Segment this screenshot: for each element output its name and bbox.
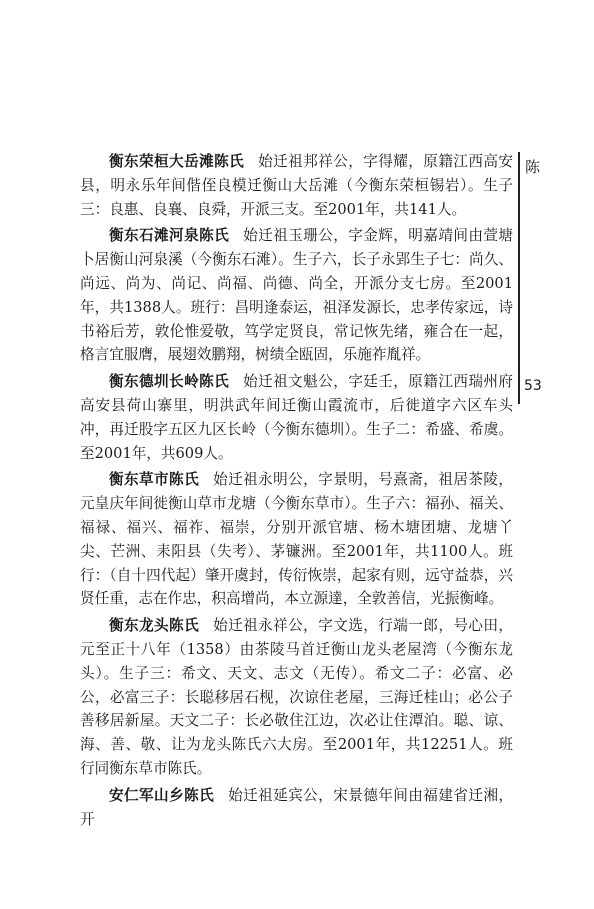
clan-entry (80, 614, 513, 781)
side-tab-character: 陈 (525, 158, 541, 176)
clan-title: 衡东德圳长岭陈氏 (109, 373, 230, 391)
clan-title: 衡东荣桓大岳滩陈氏 (109, 153, 245, 170)
clan-entry (80, 370, 513, 465)
clan-description: 始迁祖永祥公，字文选，行端一郎，号心田，元至正十八年（1358）由茶陵马首迁衡山龙头老屋湾（今衡东龙头）。生子三：希文、天文、志文（无传）。希文二子：必富、必公，必富三子：长聪移居石枧，次谅住老屋，三海迁桂山；必公子善移居新屋。天文二子：长必敬住江边，次必让住潭泊。聪、谅、海、善、敬、让为龙头陈氏六大房。至2001年，共12251人。班行同衡东草市陈氏。 (80, 617, 513, 777)
clan-description: 始迁祖文魁公，字廷壬，原籍江西瑞州府高安县荷山寨里，明洪武年间迁衡山霞流市，后徙道字六区车头冲，再迁股字五区九区长岭（今衡东德圳）。生子二：希盛、希虞。至2001年，共609人。 (80, 373, 513, 462)
page-number: 53 (524, 378, 542, 394)
clan-title: 衡东石滩河泉陈氏 (109, 227, 230, 245)
main-text (80, 150, 513, 834)
clan-entry (80, 468, 513, 611)
clan-description: 始迁祖永明公，字景明，号熹斋，祖居茶陵，元皇庆年间徙衡山草市龙塘（今衡东草市）。生子六：福孙、福关、福禄、福兴、福祚、福崇，分别开派官塘、杨木塘团塘、龙塘丫尖、芒洲、耒阳县（失考）、茅镰洲。至2001年，共1100人。班行：（自十四代起）肇开虞封，传衍恢崇，起家有则，远守益恭，兴贤任重，志在作忠，积高增尚，本立源達，全敦善信，光振衡峰。 (80, 471, 513, 608)
clan-description: 始迁祖邦祥公，字得耀，原籍江西高安县，明永乐年间偕侄良模迁衡山大岳滩（今衡东荣桓锡岩）。生子三：良惠、良襄、良舜，开派三支。至2001年，共141人。 (80, 153, 513, 218)
clan-title: 衡东龙头陈氏 (109, 617, 200, 635)
side-tab-rule (518, 152, 520, 404)
clan-title: 安仁军山乡陈氏 (109, 786, 215, 804)
clan-entry (80, 224, 513, 367)
clan-entry (80, 784, 513, 832)
clan-description: 始迁祖延宾公，宋景德年间由福建省迁湘，开 (80, 786, 513, 828)
clan-entry (80, 150, 513, 221)
clan-description: 始迁祖玉珊公，字金辉，明嘉靖间由萱塘卜居衡山河泉溪（今衡东石滩）。生子六，长子永郢生子七：尚久、尚远、尚为、尚记、尚福、尚德、尚全，开派分支七房。至2001年，共1388人。班行：昌明逢泰运，祖泽发源长，忠孝传家远，诗书裕后芳，敦伦惟爱敬，笃学定贤良，常记恢先绪，雍合在一起，格言宜服膺，展翅效鹏翔，树绩全瓯固，乐施祚胤祥。 (80, 227, 513, 364)
clan-title: 衡东草市陈氏 (109, 471, 200, 489)
